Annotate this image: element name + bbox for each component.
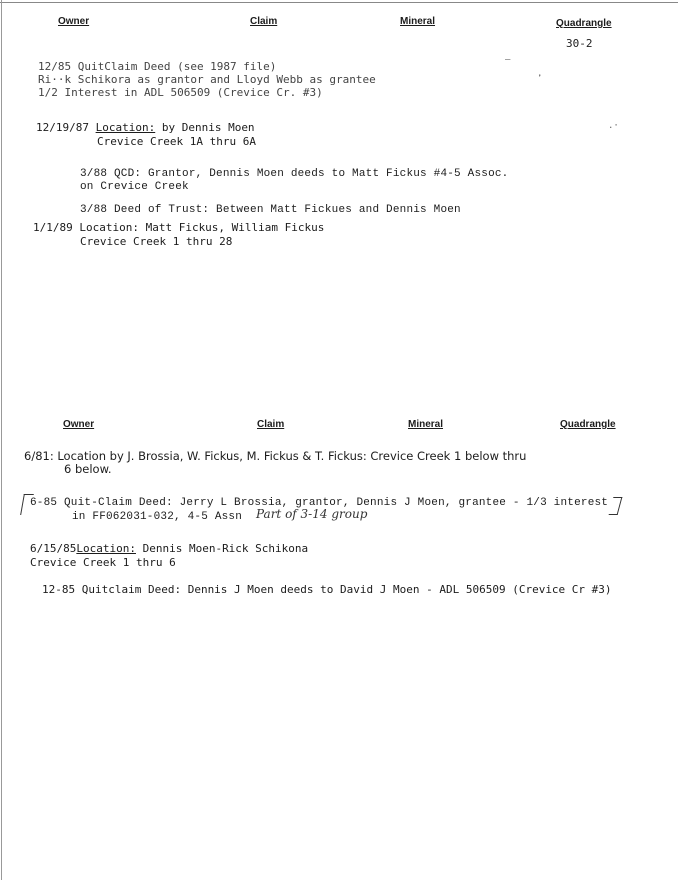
header-owner-2: Owner [63,419,95,430]
header-claim: Claim [250,16,278,27]
entry-quitclaim-1285: 12/85 QuitClaim Deed (see 1987 file) [38,60,277,73]
location-1987 [36,121,255,134]
location-1981-line1: 6/81: Location by J. Brossia, W. Fickus, M. Fickus & T. Fickus: Crevice Creek 1 below thru [24,449,527,463]
qcd-1988-line1: 3/88 QCD: Grantor, Dennis Moen deeds to Matt Fickus #4-5 Assoc. [80,168,509,180]
top-rule [0,2,678,3]
location-1989-line2: Crevice Creek 1 thru 28 [80,235,233,248]
location-1987-claims: Crevice Creek 1A thru 6A [97,135,256,148]
deed-of-trust-1988: 3/88 Deed of Trust: Between Matt Fickues and Dennis Moen [80,204,461,216]
entry-grantor-grantee: Ri··k Schikora as grantor and Lloyd Webb as grantee [38,73,376,86]
location-1981-line2: 6 below. [64,462,112,476]
location-1985-label: Location: [76,542,136,555]
header-quadrangle: Quadrangle [556,18,612,29]
location-1985 [30,542,308,555]
stray-mark-2: ❜ [537,74,543,84]
qcd-1988-line2: on Crevice Creek [80,181,189,193]
location-1985-date: 6/15/85 [30,542,77,555]
hand-bracket-right [609,497,623,515]
location-1985-names: Dennis Moen-Rick Schikona [142,542,309,555]
quadrangle-value: 30-2 [566,37,593,50]
location-1987-date: 12/19/87 [36,121,89,134]
qcd-1985-line2: in FF062031-032, 4-5 Assn [72,511,243,523]
qcd-1985-line1: 6-85 Quit-Claim Deed: Jerry L Brossia, grantor, Dennis J Moen, grantee - 1/3 interest [30,497,609,509]
location-1985-claims: Crevice Creek 1 thru 6 [30,556,176,569]
location-1987-label: Location: [95,121,156,134]
header-mineral: Mineral [400,16,436,27]
handwritten-note: Part of 3-14 group [256,507,368,521]
header-mineral-2: Mineral [408,419,444,430]
location-1989-line1: 1/1/89 Location: Matt Fickus, William Fickus [33,221,325,234]
header-quadrangle-2: Quadrangle [560,419,616,430]
stray-mark-3: .· [608,121,619,131]
entry-interest: 1/2 Interest in ADL 506509 (Crevice Cr. #3) [38,86,323,99]
header-claim-2: Claim [257,419,285,430]
quitclaim-1285: 12-85 Quitclaim Deed: Dennis J Moen deeds to David J Moen - ADL 506509 (Crevice Cr #3) [42,583,612,596]
header-owner: Owner [58,16,90,27]
location-1987-by: by Dennis Moen [161,121,255,134]
left-edge-rule [1,0,2,880]
stray-mark-1: — [505,55,511,65]
